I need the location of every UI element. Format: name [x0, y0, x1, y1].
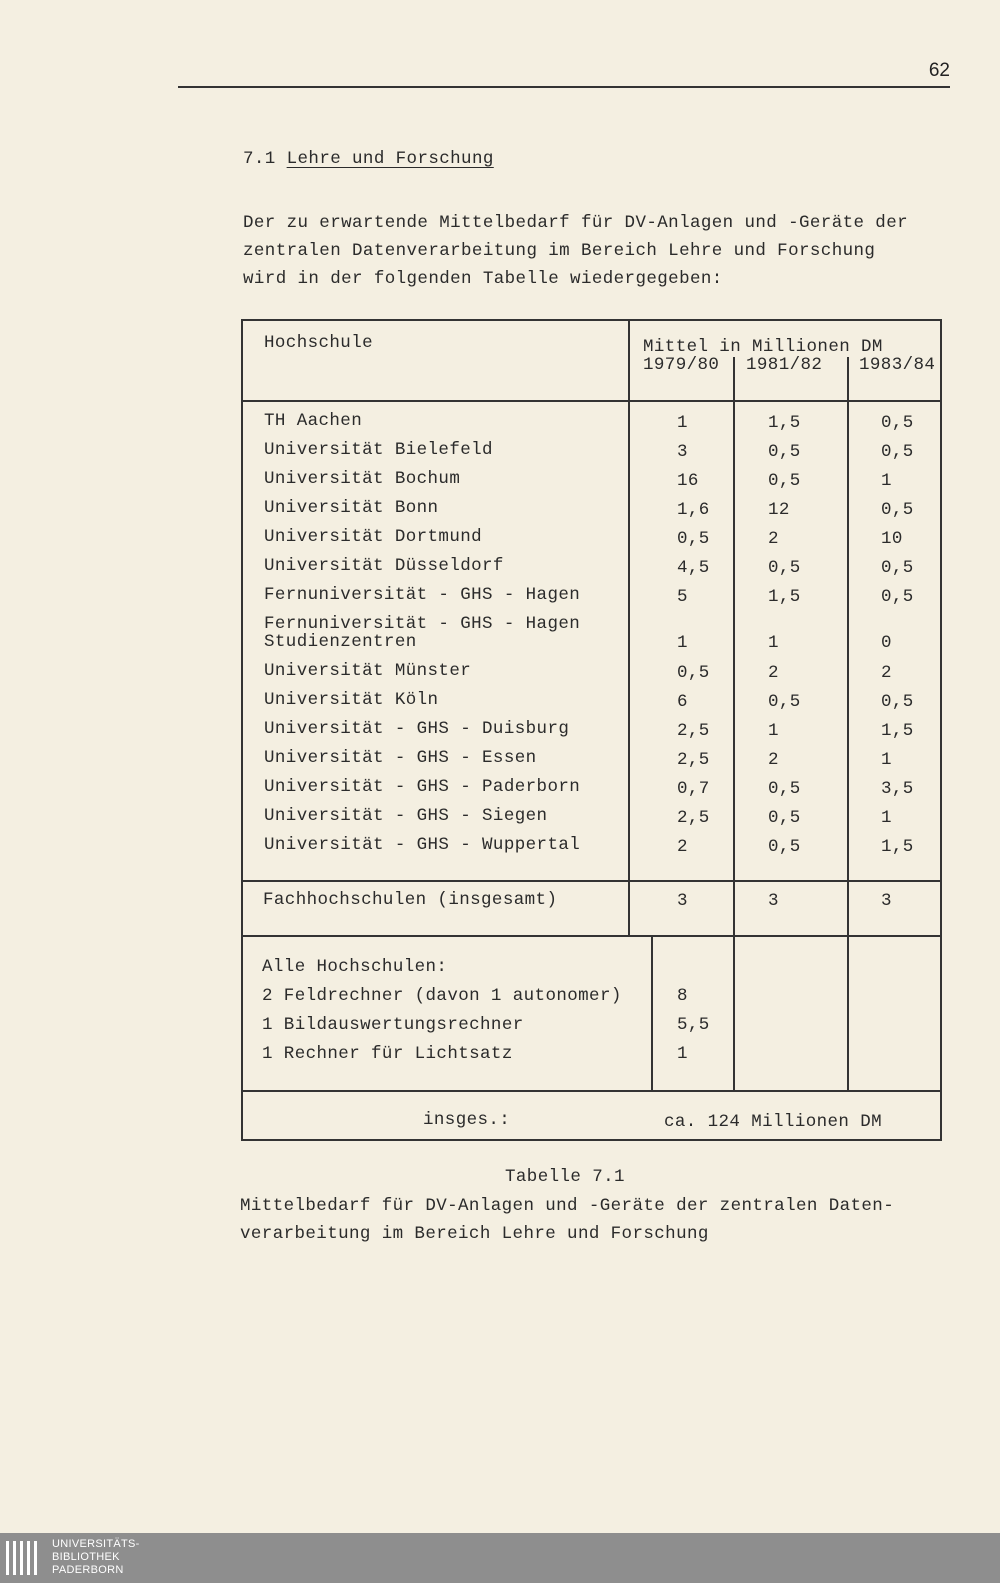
col-separator-2 — [733, 357, 735, 1091]
fh-value-1979: 3 — [677, 891, 688, 911]
col-header-year: 1981/82 — [746, 355, 823, 375]
row-value-1981: 0,5 — [768, 808, 801, 828]
row-value-1979: 1,6 — [677, 500, 710, 520]
row-institution: TH Aachen — [264, 411, 363, 431]
row-value-1979: 2 — [677, 837, 688, 857]
row-value-1983: 2 — [881, 663, 892, 683]
row-value-1981: 0,5 — [768, 442, 801, 462]
intro-line: Der zu erwartende Mittelbedarf für DV-Anlagen und -Geräte der — [243, 213, 909, 233]
table-border-top — [241, 319, 942, 321]
intro-paragraph — [243, 209, 963, 293]
row-institution: Universität - GHS - Siegen — [264, 806, 548, 826]
col-header-year: 1983/84 — [859, 355, 936, 375]
row-value-1983: 1,5 — [881, 721, 914, 741]
alle-item-label: 1 Bildauswertungsrechner — [262, 1015, 524, 1035]
funding-table — [241, 319, 951, 1149]
row-value-1979: 1 — [677, 413, 688, 433]
intro-line: zentralen Datenverarbeitung im Bereich Lehre und Forschung — [243, 241, 876, 261]
row-institution: Universität Dortmund — [264, 527, 483, 547]
row-value-1979: 2,5 — [677, 721, 710, 741]
row-value-1983: 0,5 — [881, 692, 914, 712]
row-value-1981: 2 — [768, 750, 779, 770]
library-name-line: BIBLIOTHEK — [52, 1551, 120, 1563]
library-name-line: UNIVERSITÄTS- — [52, 1538, 140, 1550]
col-separator-1 — [628, 319, 630, 936]
row-value-1983: 0,5 — [881, 558, 914, 578]
fh-value-1981: 3 — [768, 891, 779, 911]
row-value-1981: 0,5 — [768, 558, 801, 578]
total-separator — [241, 1090, 942, 1092]
row-value-1983: 10 — [881, 529, 903, 549]
library-name-line: PADERBORN — [52, 1564, 124, 1576]
row-value-1981: 12 — [768, 500, 790, 520]
alle-item-label: 1 Rechner für Lichtsatz — [262, 1044, 513, 1064]
alle-col-separator — [651, 936, 653, 1091]
row-institution: Universität - GHS - Essen — [264, 748, 537, 768]
table-caption-line: verarbeitung im Bereich Lehre und Forschung — [240, 1224, 709, 1244]
alle-item-value: 1 — [677, 1044, 688, 1064]
row-institution: Fernuniversität - GHS - Hagen — [264, 614, 581, 634]
row-value-1979: 2,5 — [677, 750, 710, 770]
page-number: 62 — [928, 60, 950, 81]
row-institution: Universität Münster — [264, 661, 472, 681]
row-value-1981: 0,5 — [768, 779, 801, 799]
library-name — [52, 1538, 140, 1577]
row-institution: Universität - GHS - Duisburg — [264, 719, 570, 739]
intro-line: wird in der folgenden Tabelle wiedergegeben: — [243, 269, 723, 289]
row-value-1979: 4,5 — [677, 558, 710, 578]
row-value-1983: 0,5 — [881, 413, 914, 433]
col-header-year: 1979/80 — [643, 355, 720, 375]
row-value-1979: 6 — [677, 692, 688, 712]
alle-item-value: 8 — [677, 986, 688, 1006]
row-value-1983: 1 — [881, 750, 892, 770]
library-logo-icon — [6, 1541, 46, 1577]
col-header-group: Mittel in Millionen DM — [643, 337, 883, 357]
row-value-1983: 1 — [881, 808, 892, 828]
row-value-1983: 1 — [881, 471, 892, 491]
header-rule — [178, 86, 950, 88]
table-caption-label: Tabelle 7.1 — [505, 1167, 625, 1187]
row-value-1983: 0,5 — [881, 442, 914, 462]
row-value-1983: 1,5 — [881, 837, 914, 857]
total-value: ca. 124 Millionen DM — [664, 1112, 883, 1132]
row-institution: Universität - GHS - Wuppertal — [264, 835, 581, 855]
row-value-1983: 0,5 — [881, 500, 914, 520]
table-border-bottom — [241, 1139, 942, 1141]
row-value-1981: 1 — [768, 633, 779, 653]
row-value-1981: 1,5 — [768, 587, 801, 607]
fh-separator-bottom — [241, 935, 942, 937]
col-separator-3 — [847, 357, 849, 1091]
row-value-1981: 1,5 — [768, 413, 801, 433]
alle-heading: Alle Hochschulen: — [262, 957, 448, 977]
row-institution: Universität Bielefeld — [264, 440, 493, 460]
section-number: 7.1 — [243, 149, 276, 169]
library-footer — [0, 1533, 1000, 1583]
row-institution: Universität Bochum — [264, 469, 461, 489]
row-institution: Universität Köln — [264, 690, 439, 710]
row-value-1981: 2 — [768, 663, 779, 683]
row-value-1979: 2,5 — [677, 808, 710, 828]
row-value-1981: 2 — [768, 529, 779, 549]
row-value-1983: 0,5 — [881, 587, 914, 607]
row-value-1979: 16 — [677, 471, 699, 491]
section-heading — [243, 149, 494, 169]
row-value-1981: 0,5 — [768, 692, 801, 712]
row-value-1981: 1 — [768, 721, 779, 741]
fh-separator-top — [241, 880, 942, 882]
row-institution: Universität Düsseldorf — [264, 556, 504, 576]
row-institution: Universität Bonn — [264, 498, 439, 518]
row-value-1981: 0,5 — [768, 837, 801, 857]
fh-value-1983: 3 — [881, 891, 892, 911]
row-value-1979: 0,7 — [677, 779, 710, 799]
alle-item-value: 5,5 — [677, 1015, 710, 1035]
row-value-1979: 0,5 — [677, 663, 710, 683]
section-title: Lehre und Forschung — [286, 149, 494, 169]
row-institution: Fernuniversität - GHS - Hagen — [264, 585, 581, 605]
row-value-1979: 3 — [677, 442, 688, 462]
row-value-1979: 5 — [677, 587, 688, 607]
table-border-left — [241, 319, 243, 1141]
col-header-hochschule: Hochschule — [264, 333, 374, 353]
row-institution: Universität - GHS - Paderborn — [264, 777, 581, 797]
header-separator — [241, 400, 942, 402]
row-value-1981: 0,5 — [768, 471, 801, 491]
row-value-1983: 3,5 — [881, 779, 914, 799]
row-value-1979: 0,5 — [677, 529, 710, 549]
alle-item-label: 2 Feldrechner (davon 1 autonomer) — [262, 986, 622, 1006]
fh-label: Fachhochschulen (insgesamt) — [263, 890, 558, 910]
total-label: insges.: — [423, 1110, 511, 1130]
row-value-1979: 1 — [677, 633, 688, 653]
row-value-1983: 0 — [881, 633, 892, 653]
table-caption-line: Mittelbedarf für DV-Anlagen und -Geräte der zentralen Daten- — [240, 1196, 895, 1216]
row-institution-sub: Studienzentren — [264, 632, 417, 652]
table-border-right — [940, 319, 942, 1141]
